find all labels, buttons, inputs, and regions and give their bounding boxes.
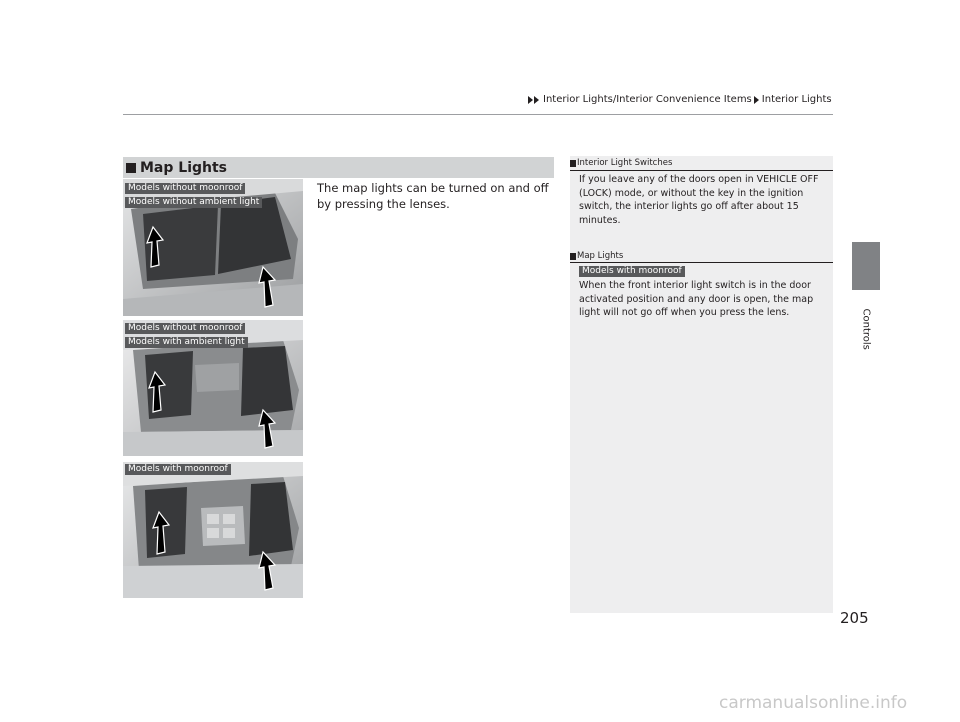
map-light-photo-2 [123, 320, 303, 456]
note-divider [570, 170, 833, 171]
breadcrumb-page[interactable]: Interior Lights [761, 94, 832, 105]
section-header [123, 157, 554, 178]
page-number: 205 [840, 609, 869, 627]
model-tag: Models without ambient light [125, 197, 262, 208]
note-text-switches: If you leave any of the doors open in VEHICLE OFF (LOCK) mode, or without the key in the ignition switch, the interior lights go off after about 15 minutes. [579, 174, 819, 226]
breadcrumb-section[interactable]: Interior Lights/Interior Convenience Items [543, 94, 752, 105]
model-tag: Models without moonroof [125, 323, 245, 334]
map-light-photo-3 [123, 462, 303, 598]
note-reference-icon [570, 253, 576, 260]
section-bullet-icon [126, 163, 136, 173]
model-tag: Models with moonroof [125, 464, 231, 475]
model-tag: Models with ambient light [125, 337, 248, 348]
section-title: Map Lights [140, 159, 228, 176]
breadcrumb-arrow-icon [534, 96, 539, 104]
watermark[interactable]: carmanualsonline.info [719, 693, 908, 713]
model-tag: Models with moonroof [579, 266, 685, 277]
model-tag: Models without moonroof [125, 183, 245, 194]
chapter-label: Controls [860, 308, 872, 350]
note-text-map-lights: When the front interior light switch is in the door activated position and any door is open, the map light will not go off when you press the lens. [579, 280, 814, 318]
section-body: The map lights can be turned on and off by pressing the lenses. [317, 181, 549, 211]
note-heading-map-lights: Map Lights [570, 251, 623, 261]
breadcrumb-separator-icon [754, 96, 759, 104]
note-heading-switches: Interior Light Switches [570, 158, 672, 168]
map-light-photo-1 [123, 179, 303, 316]
header-divider [123, 114, 833, 115]
breadcrumb-arrow-icon [528, 96, 533, 104]
chapter-tab[interactable] [852, 242, 880, 290]
note-reference-icon [570, 160, 576, 167]
note-divider [570, 262, 833, 263]
breadcrumb [528, 94, 832, 105]
